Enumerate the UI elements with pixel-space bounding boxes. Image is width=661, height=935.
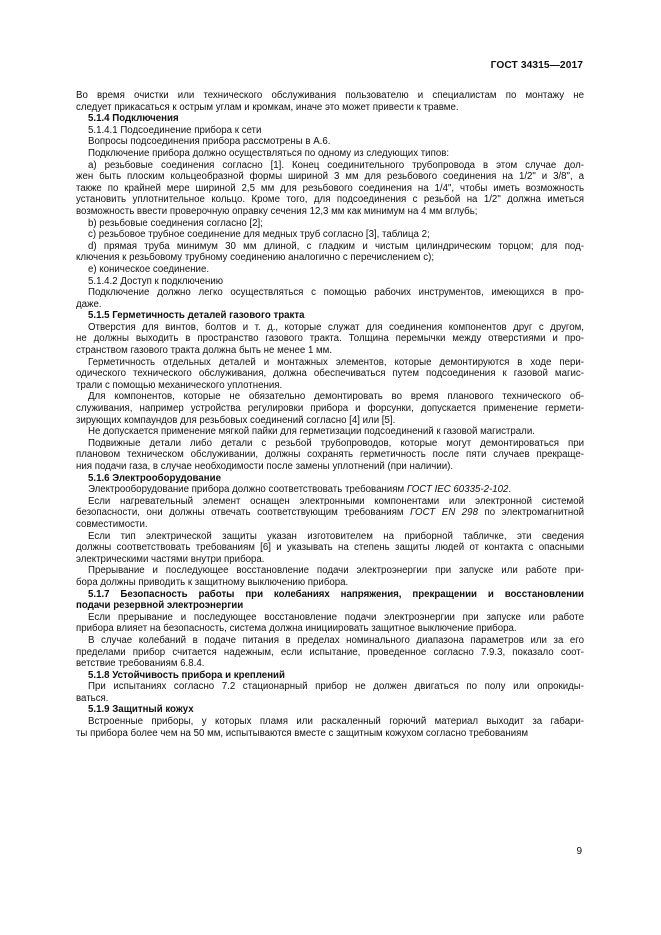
text-line: e) коническое соединение.: [88, 263, 210, 275]
paragraph: [76, 716, 584, 739]
text-line: подачи резервной электроэнергии: [76, 600, 244, 612]
text-line: зирующих компаундов для резьбовых соединений согласно [4] или [5].: [76, 414, 396, 426]
text-line: 5.1.4 Подключения: [88, 113, 179, 125]
text-line: c) резьбовое трубное соединение для медных труб согласно [3], таблица 2;: [88, 229, 430, 241]
text-line: При испытаниях согласно 7.2 стационарный прибор не должен двигаться по полу или опрокиды-: [88, 681, 584, 693]
paragraph: [76, 681, 584, 704]
section-heading: [76, 310, 584, 322]
paragraph: [76, 218, 584, 230]
text-line: прибора влияет на безопасность, система должна инициировать защитное выключение прибора.: [76, 623, 517, 635]
paragraph: [76, 322, 584, 357]
text-line: ключения к резьбовому трубному соединению аналогично с перечислением с);: [76, 252, 435, 264]
text-line: Отверстия для винтов, болтов и т. д., которые служат для соединения компонентов друг с другом,: [88, 321, 584, 333]
text-line: Во время очистки или технического обслуживания пользователю и специалистам по монтажу не: [76, 90, 584, 101]
paragraph: [76, 635, 584, 670]
text-line: Если нагревательный элемент оснащен электронными компонентами или электронной системой: [88, 495, 584, 507]
text-line: Вопросы подсоединения прибора рассмотрены в А.6.: [88, 136, 331, 148]
section-heading: [76, 589, 584, 612]
section-heading: [76, 670, 584, 682]
text-line: Не допускается применение мягкой пайки для герметизации подсоединений к газовой магистрали.: [88, 426, 535, 438]
text-line: b) резьбовые соединения согласно [2];: [88, 217, 263, 229]
text-line: одического технического обслуживания, должна обеспечиваться путем подсоединения к газовой магис-: [76, 368, 584, 380]
text-line: плановом техническом обслуживании, должны сохранять герметичность после пяти случаев прекраще-: [76, 449, 584, 461]
paragraph: [76, 357, 584, 392]
text-line: Подключение должно легко осуществляться с помощью рабочих инструментов, имеющихся в про-: [88, 287, 584, 299]
paragraph: [76, 276, 584, 288]
text-line: электрическими частями внутри прибора.: [76, 553, 265, 565]
paragraph: [76, 160, 584, 218]
text-line: Встроенные приборы, у которых пламя или раскаленный горючий материал выходит за габари-: [88, 716, 584, 728]
text-line: d) прямая труба минимум 30 мм длиной, с гладким и чистым цилиндрическим торцом; для под-: [88, 240, 584, 252]
section-heading: [76, 473, 584, 485]
paragraph: [76, 612, 584, 635]
text-line: трали с помощью механического уплотнения.: [76, 379, 283, 391]
paragraph: [76, 90, 584, 113]
text-line: Электрооборудование прибора должно соответствовать требованиям ГОСТ IEC 60335-2-102.: [88, 484, 512, 496]
paragraph: [76, 496, 584, 531]
section-heading: [76, 704, 584, 716]
text-line: В случае колебаний в подаче питания в пределах номинального диапазона параметров или за его: [88, 634, 584, 646]
text-line: 5.1.8 Устойчивость прибора и креплений: [88, 669, 285, 681]
text-line: 5.1.4.2 Доступ к подключению: [88, 275, 224, 287]
text-line: совместимости.: [76, 518, 148, 530]
text-line: 5.1.4.1 Подсоединение прибора к сети: [88, 124, 262, 136]
text-line: служивания, например устройства регулировки прибора и форсунки, допускается применение гермети-: [76, 403, 584, 415]
paragraph: [76, 484, 584, 496]
text-line: даже.: [76, 298, 102, 310]
text-line: ветствие требованиям 6.8.4.: [76, 658, 205, 670]
text-line: не должны выходить в пространство газового тракта. Толщина перемычки между отверстиями и про-: [76, 333, 584, 345]
paragraph: [76, 229, 584, 241]
paragraph: [76, 125, 584, 137]
paragraph: [76, 438, 584, 473]
document-body: [76, 90, 584, 739]
text-line: пределами прибор считается надежным, если испытание, проведенное согласно 7.9.3, показало соот-: [76, 646, 584, 658]
text-line: ния подачи газа, в случае необходимости после замены уплотнений (при наличии).: [76, 461, 454, 472]
document-header: ГОСТ 34315—2017: [490, 60, 583, 71]
paragraph: [76, 287, 584, 310]
paragraph: [76, 565, 584, 588]
paragraph: [76, 391, 584, 426]
paragraph: [76, 148, 584, 160]
text-line: бора должны приводить к защитному выключению прибора.: [76, 576, 349, 588]
text-line: жен быть плоским кольцеобразной формы шириной 3 мм для резьбового соединения на 1/2" и 3/8", а: [76, 171, 584, 183]
text-line: безопасности, они должны отвечать соответствующим требованиям ГОСТ EN 298 по электромагнитной: [76, 507, 584, 519]
text-line: странством газового тракта должна быть не менее 1 мм.: [76, 345, 333, 357]
text-line: Подвижные детали либо детали с резьбой трубопроводов, которые могут демонтироваться при: [88, 437, 584, 449]
text-line: следует прикасаться к острым углам и кромкам, иначе это может привести к травме.: [76, 101, 459, 113]
text-line: Для компонентов, которые не обязательно демонтировать во время планового технического об-: [88, 391, 584, 403]
text-line: Герметичность отдельных деталей и монтажных элементов, которые демонтируются в ходе пери-: [88, 356, 584, 368]
text-line: ваться.: [76, 692, 109, 704]
text-line: 5.1.7 Безопасность работы при колебаниях напряжения, прекращении и восстановлении: [88, 588, 584, 600]
paragraph: [76, 136, 584, 148]
text-line: 5.1.6 Электрооборудование: [88, 472, 221, 484]
text-line: должны соответствовать требованиям [6] и указывать на степень защиты людей от контакта с опасными: [76, 542, 584, 554]
text-line: 5.1.9 Защитный кожух: [88, 704, 194, 716]
section-heading: [76, 113, 584, 125]
text-line: Подключение прибора должно осуществляться по одному из следующих типов:: [88, 147, 450, 159]
text-line: Если прерывание и последующее восстановление подачи электроэнергии при запуске или работе: [88, 611, 584, 623]
page-number: 9: [576, 846, 582, 857]
text-line: также по крайней мере шириной 2,5 мм для резьбового соединения на 1/4", чтобы иметь возможность: [76, 182, 584, 194]
text-line: установить уплотнительное кольцо. Кроме того, для подсоединения с резьбой на 1/2" должна иметься: [76, 194, 584, 206]
text-line: а) резьбовые соединения согласно [1]. Конец соединительного трубопровода в этом случае дол-: [88, 159, 584, 171]
paragraph: [76, 531, 584, 566]
paragraph: [76, 241, 584, 264]
text-line: возможность ввести проверочную оправку сечения 12,3 мм как минимум на 4 мм вглубь;: [76, 205, 478, 217]
text-line: Прерывание и последующее восстановление подачи электроэнергии при запуске или работе при-: [88, 565, 584, 577]
text-line: ты прибора более чем на 50 мм, испытываются вместе с защитным кожухом согласно требованиям: [76, 727, 529, 739]
text-line: 5.1.5 Герметичность деталей газового тракта: [88, 310, 305, 322]
paragraph: [76, 264, 584, 276]
text-line: Если тип электрической защиты указан изготовителем на приборной табличке, эти сведения: [88, 530, 584, 542]
paragraph: [76, 426, 584, 438]
